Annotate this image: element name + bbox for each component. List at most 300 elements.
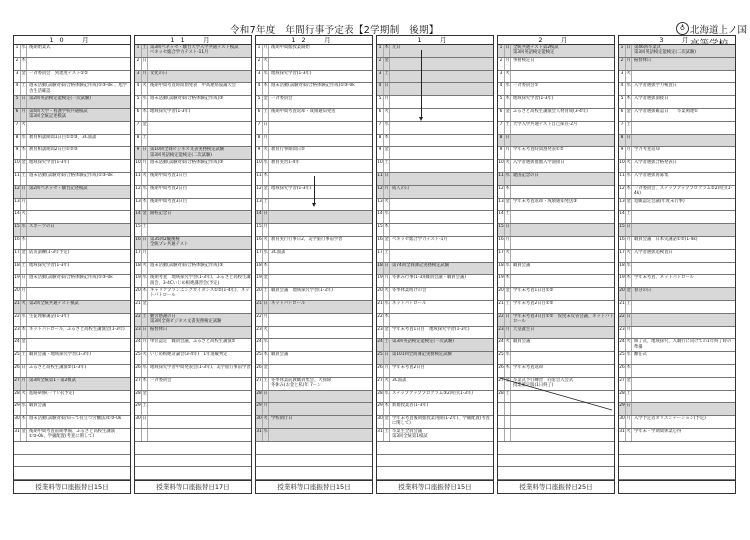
weekday: 木 (263, 263, 269, 275)
event-text: 学力考査返却 (634, 147, 660, 153)
weekday: 土 (505, 211, 511, 223)
day-number: 1 (619, 45, 626, 57)
day-row (377, 58, 493, 71)
day-number: 28 (498, 391, 505, 403)
day-number: 1 (14, 45, 21, 57)
month-footer: 授業料等口座振替日17日 (135, 480, 251, 493)
event-text (632, 71, 735, 83)
month-column (13, 35, 131, 494)
event-text: 大学入学共通テスト自己採点-2月 (513, 121, 578, 127)
day-row (135, 378, 251, 391)
day-number: 13 (14, 199, 21, 211)
event-text: 学年末考査後期総授業再開(1-2年)、学級配置(考査に関して) (392, 416, 490, 427)
day-row (14, 416, 130, 429)
weekday: 火 (626, 71, 632, 83)
day-row (377, 122, 493, 135)
month-column (618, 35, 736, 494)
day-number: 4 (135, 83, 142, 95)
day-row (377, 71, 493, 84)
day-row (498, 199, 614, 212)
day-number: 19 (498, 275, 505, 287)
weekday: 土 (384, 339, 390, 351)
day-row (619, 122, 735, 135)
weekday: 月 (505, 147, 511, 159)
day-row (256, 211, 372, 224)
weekday: 火 (263, 327, 269, 339)
event-text (390, 147, 493, 159)
day-number: 3 (14, 71, 21, 83)
calendar-grid (13, 35, 736, 494)
weekday: 土 (263, 288, 269, 300)
event-text: 週末活動(試験対策/合格体験記作成)③ (150, 160, 224, 166)
event-text: 教育相談期間1日目①②③、3C面談 (29, 134, 97, 140)
event-text (148, 122, 251, 134)
day-number: 21 (256, 301, 263, 313)
weekday: 金 (142, 122, 148, 134)
day-row (498, 250, 614, 263)
weekday: 日 (142, 416, 148, 428)
weekday: 火 (626, 160, 632, 172)
weekday: 火 (263, 147, 269, 159)
day-row (135, 288, 251, 301)
note-row (14, 467, 130, 480)
day-number: 5 (256, 96, 263, 108)
day-row (135, 71, 251, 84)
note-row (14, 455, 130, 468)
day-number: 16 (498, 237, 505, 249)
event-text (148, 416, 251, 428)
event-text (269, 339, 372, 351)
event-text: 地域探究学習中間発表会(1-3年)、美学旅行事前学習 (150, 364, 251, 370)
weekday: 日 (263, 391, 269, 403)
event-text: ステップアッププログラム③2回目(1-3年) (392, 390, 473, 396)
weekday: 木 (263, 352, 269, 364)
day-number: 8 (135, 135, 142, 147)
day-row (135, 403, 251, 416)
day-number: 20 (619, 288, 626, 300)
weekday: 金 (142, 301, 148, 313)
weekday: 月 (21, 109, 27, 121)
day-number: 21 (14, 301, 21, 313)
event-text: 第2回全統共通テスト模試 (29, 300, 79, 306)
event-text: 週末活動(試験対策/合格体験記作成)①③-0k (29, 275, 113, 281)
weekday: 木 (142, 109, 148, 121)
event-text: 後期中間考査1日目 (150, 172, 188, 178)
day-row (256, 275, 372, 288)
weekday: 日 (505, 45, 511, 57)
weekday: 水 (505, 352, 511, 364)
weekday: 日 (384, 173, 390, 185)
day-number: 23 (135, 327, 142, 339)
event-text: 職員会議 地域探究学習(1-3年) (271, 288, 333, 294)
day-number: 28 (377, 391, 384, 403)
day-row (619, 237, 735, 250)
note-row (377, 467, 493, 480)
day-row (377, 339, 493, 352)
day-row (498, 109, 614, 122)
weekday: 火 (142, 83, 148, 95)
event-text (511, 237, 614, 249)
event-text: 入学者選抜面接日 (634, 96, 669, 102)
event-text: 後期中間考査前期準備、ふるさと高校生講演①③-0k、学級配置(考査に関して) (29, 428, 115, 440)
day-row (377, 429, 493, 442)
event-text (269, 122, 372, 134)
day-number: 10 (498, 160, 505, 172)
event-text: 第3回英語検定能検定(一次試験) (392, 339, 454, 345)
day-row (619, 250, 735, 263)
day-number: 9 (14, 147, 21, 159)
weekday: 土 (142, 403, 148, 415)
day-row (256, 147, 372, 160)
day-row (14, 365, 130, 378)
weekday: 水 (626, 263, 632, 275)
day-number: 17 (14, 250, 21, 262)
weekday: 木 (384, 314, 390, 326)
day-row (14, 301, 130, 314)
day-number: 13 (619, 199, 626, 211)
day-row (256, 288, 372, 301)
month-footer: 授業料等口座振替日25日 (498, 480, 614, 493)
day-row (498, 122, 614, 135)
event-text (390, 135, 493, 147)
note-row (135, 455, 251, 468)
month-column (376, 35, 494, 494)
event-text (27, 237, 130, 249)
day-row (256, 429, 372, 442)
event-text: 成人の日 (392, 185, 410, 191)
day-row (256, 96, 372, 109)
event-text (511, 71, 614, 83)
day-row (498, 173, 614, 186)
weekday: 火 (263, 58, 269, 70)
weekday: 日 (263, 122, 269, 134)
day-number: 23 (377, 327, 384, 339)
day-row (498, 45, 614, 58)
event-text (148, 391, 251, 403)
weekday: 水 (21, 403, 27, 415)
day-row (498, 71, 614, 84)
weekday: 金 (21, 339, 27, 351)
note-row (14, 442, 130, 455)
day-row (498, 339, 614, 352)
weekday: 日 (505, 224, 511, 236)
event-text (148, 429, 251, 441)
event-text: いじめ根絶討論会(3-4年) 1年進級判定 (150, 352, 228, 358)
day-row (14, 96, 130, 109)
day-number: 29 (619, 403, 626, 415)
event-text: 職員会議 (29, 403, 47, 409)
day-number: 23 (498, 327, 505, 339)
day-row (619, 135, 735, 148)
day-row (256, 263, 372, 276)
day-row (135, 58, 251, 71)
weekday: 月 (384, 96, 390, 108)
weekday: 金 (142, 391, 148, 403)
day-number: 21 (377, 301, 384, 313)
day-row (14, 45, 130, 58)
day-row (498, 416, 614, 429)
month-header: 10 月 (14, 36, 130, 45)
note-row (619, 467, 735, 480)
day-row (498, 352, 614, 365)
day-number: 10 (619, 160, 626, 172)
event-text (27, 339, 130, 351)
event-text: 学年末考査時間割発表①② (513, 147, 564, 153)
event-text: 入学者選抜推薦入学面接日 (513, 160, 565, 166)
day-number: 14 (14, 211, 21, 223)
day-number: 24 (377, 339, 384, 351)
weekday: 土 (384, 250, 390, 262)
weekday: 金 (263, 275, 269, 287)
day-number: 5 (135, 96, 142, 108)
day-row (619, 160, 735, 173)
weekday: 日 (626, 224, 632, 236)
day-row (135, 96, 251, 109)
day-number: 2 (14, 58, 21, 70)
day-row (135, 365, 251, 378)
day-row (377, 109, 493, 122)
day-number: 12 (14, 186, 21, 198)
weekday: 火 (505, 71, 511, 83)
day-row (377, 403, 493, 416)
event-text: 地域探究学習(1-3年) (513, 96, 554, 102)
day-row (498, 160, 614, 173)
day-number: 21 (619, 301, 626, 313)
event-text: 冬季休業前教職員集会、大掃除 冬休み(お金と私)年 7ーン (271, 377, 332, 388)
event-text (269, 135, 372, 147)
weekday: 日 (626, 135, 632, 147)
day-number: 20 (377, 288, 384, 300)
event-text: 入学者選抜合格発表日 (634, 160, 677, 166)
weekday: 日 (142, 327, 148, 339)
continuation-arrow (421, 50, 422, 118)
day-row (256, 71, 372, 84)
day-number: 11 (619, 173, 626, 185)
day-number: 7 (619, 122, 626, 134)
day-number: 29 (377, 403, 384, 415)
day-number: 15 (619, 224, 626, 236)
day-number: 22 (135, 314, 142, 326)
weekday: 月 (626, 147, 632, 159)
weekday: 水 (142, 96, 148, 108)
day-number: 19 (14, 275, 21, 287)
day-number: 29 (14, 403, 21, 415)
event-text: キャリアプランニングガイダンス①②(1-4年)、ネットパトロール (150, 288, 250, 299)
event-text: 後期始業式 (29, 45, 51, 50)
weekday: 水 (505, 83, 511, 95)
day-number: 19 (135, 275, 142, 287)
day-number: 29 (135, 403, 142, 415)
event-text: ふるさと高校生講演会人材育成(3-4年) (513, 108, 588, 114)
weekday: 土 (263, 199, 269, 211)
weekday: 土 (142, 45, 148, 57)
day-number: 17 (256, 250, 263, 262)
day-row (377, 378, 493, 391)
day-row (377, 211, 493, 224)
day-number: 17 (135, 250, 142, 262)
day-row (498, 237, 614, 250)
day-number: 3 (498, 71, 505, 83)
weekday: 水 (626, 352, 632, 364)
day-row (377, 135, 493, 148)
day-number: 24 (498, 339, 505, 351)
event-text (632, 224, 735, 236)
event-text: ネットパトロール (392, 300, 427, 306)
day-number: 9 (498, 147, 505, 159)
weekday: 金 (384, 416, 390, 428)
day-number: 12 (256, 186, 263, 198)
weekday: 木 (21, 416, 27, 428)
event-text (390, 173, 493, 185)
event-text: 卒業式予行練習 同窓会入会式 授業確定版(1日終了) (513, 377, 574, 388)
day-row (256, 403, 372, 416)
day-row (256, 339, 372, 352)
event-text (390, 250, 493, 262)
weekday: 金 (21, 429, 27, 441)
event-text: 生徒理解講話(1-3年) (29, 313, 70, 319)
day-row (377, 416, 493, 429)
event-text: 天皇誕生日 (513, 326, 535, 332)
weekday: 金 (384, 147, 390, 159)
day-row (498, 224, 614, 237)
weekday: 火 (142, 263, 148, 275)
day-number: 17 (619, 250, 626, 262)
day-number: 13 (256, 199, 263, 211)
day-number (498, 416, 505, 428)
day-number: 13 (135, 199, 142, 211)
day-row (135, 429, 251, 442)
day-row (377, 96, 493, 109)
day-number: 10 (135, 160, 142, 172)
day-row (498, 96, 614, 109)
weekday: 日 (21, 365, 27, 377)
day-number: 14 (377, 211, 384, 223)
day-row (256, 122, 372, 135)
day-number: 9 (377, 147, 384, 159)
day-row (498, 58, 614, 71)
weekday: 月 (21, 288, 27, 300)
day-row (377, 352, 493, 365)
day-row (14, 263, 130, 276)
event-text: 教育実習1-4年 (271, 160, 300, 166)
day-row (619, 314, 735, 327)
day-row (14, 429, 130, 442)
day-row (135, 83, 251, 96)
day-row (498, 288, 614, 301)
event-text: 第3回ベネッセ・駿台大学入学共通テスト模試 ベネッセ総合学力テスト-11月 (150, 45, 239, 56)
event-text: 冬季休業明けの会 (392, 288, 427, 294)
weekday: 日 (142, 58, 148, 70)
day-number: 30 (256, 416, 263, 428)
event-text (390, 96, 493, 108)
weekday: 火 (142, 352, 148, 364)
day-number: 8 (619, 135, 626, 147)
weekday: 日 (21, 186, 27, 198)
day-row (498, 301, 614, 314)
weekday: 木 (263, 173, 269, 185)
weekday: 金 (384, 58, 390, 70)
weekday: 木 (505, 96, 511, 108)
day-row (135, 186, 251, 199)
month-header: 3 月 (619, 36, 735, 45)
weekday: 木 (626, 365, 632, 377)
day-number: 27 (256, 378, 263, 390)
weekday: 木 (21, 147, 27, 159)
weekday: 火 (626, 339, 632, 351)
event-text: 職員会議 (513, 262, 531, 268)
day-number: 22 (619, 314, 626, 326)
day-number: 24 (135, 339, 142, 351)
weekday: 土 (21, 173, 27, 185)
day-row (619, 275, 735, 288)
weekday: 金 (505, 288, 511, 300)
weekday: 月 (626, 416, 632, 428)
weekday: 火 (21, 122, 27, 134)
weekday: 月 (263, 403, 269, 415)
day-number: 1 (256, 45, 263, 57)
event-text: 職員会議 日本史講話①②(1-4k) (634, 236, 698, 242)
day-row (619, 83, 735, 96)
event-text (269, 263, 372, 275)
event-text (511, 416, 614, 428)
weekday: 水 (505, 263, 511, 275)
day-row (498, 83, 614, 96)
day-number: 16 (14, 237, 21, 249)
event-text (632, 301, 735, 313)
event-text: 学年末考査3日目①② 仮度末反省会議、ネットパトロール (513, 313, 614, 324)
day-row (619, 211, 735, 224)
day-number: 24 (619, 339, 626, 351)
note-row (498, 442, 614, 455)
day-row (256, 250, 372, 263)
event-text (269, 327, 372, 339)
note-row (135, 467, 251, 480)
day-number: 17 (377, 250, 384, 262)
event-text (148, 301, 251, 313)
day-number: 3 (135, 71, 142, 83)
event-text: スポーツの日 (29, 224, 55, 230)
month-header: 11 月 (135, 36, 251, 45)
event-text: 離任式 (634, 352, 647, 358)
weekday: 木 (626, 275, 632, 287)
day-number: 25 (498, 352, 505, 364)
weekday: 水 (626, 173, 632, 185)
event-text: ふるさと高校生講演②(1-3年) (29, 364, 87, 370)
day-row (135, 224, 251, 237)
day-number: 11 (498, 173, 505, 185)
event-text (632, 378, 735, 390)
weekday: 火 (505, 160, 511, 172)
weekday: 土 (626, 122, 632, 134)
weekday: 金 (626, 109, 632, 121)
event-text: 学年末考査1日目①② (513, 288, 554, 294)
weekday: 金 (505, 199, 511, 211)
day-row (135, 416, 251, 429)
weekday: 火 (263, 237, 269, 249)
event-text (511, 135, 614, 147)
day-row (619, 109, 735, 122)
day-number: 19 (377, 275, 384, 287)
day-number: 27 (14, 378, 21, 390)
event-text: 入学者選抜確認日 卒業関連① (634, 108, 699, 114)
day-row (256, 83, 372, 96)
weekday: 木 (142, 378, 148, 390)
event-text (511, 186, 614, 198)
weekday: 日 (263, 301, 269, 313)
weekday: 水 (263, 339, 269, 351)
day-row (14, 109, 130, 122)
day-number: 11 (377, 173, 384, 185)
